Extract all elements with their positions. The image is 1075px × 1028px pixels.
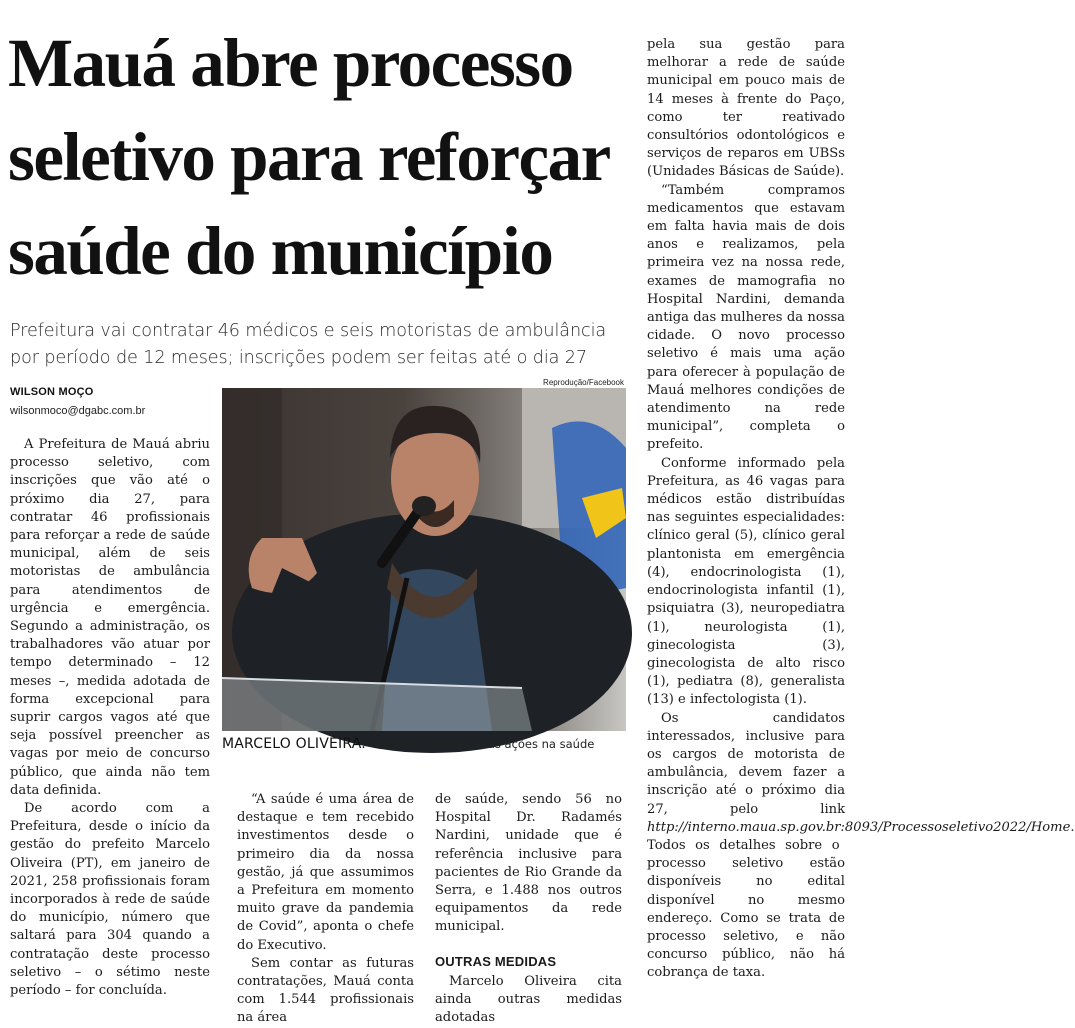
paragraph: “Também compramos medicamentos que estavam em falta havia mais de dois anos e realizamos, pela primeira vez na nossa rede, exames de mamografia no Hospital Nardini, demanda antiga das mulheres da nossa cidade. O novo processo seletivo é mais uma ação para oferecer à população de Mauá melhores condições de atendimento na rede municipal”, completa o prefeito. <box>647 182 845 453</box>
paragraph-text: Os candidatos interessados, inclusive para os cargos de motorista de ambulância, devem fazer a inscrição até o próximo dia 27, pelo link <box>647 710 845 817</box>
byline-email[interactable]: wilsonmoco@dgabc.com.br <box>10 405 146 417</box>
paragraph-text: Todos os detalhes sobre o processo seletivo estão disponíveis no edital disponível no mesmo endereço. Como se trata de processo seletivo, e não concurso público, não há cobrança de taxa. <box>647 837 845 981</box>
subheading: OUTRAS MEDIDAS <box>435 953 557 969</box>
paragraph <box>647 710 1075 983</box>
deck-subtitle: Prefeitura vai contratar 46 médicos e seis motoristas de ambulância por período de 12 meses; inscrições podem ser feitas até o dia 27 <box>10 321 607 368</box>
speaker-photo-illustration <box>222 388 626 731</box>
headline: Mauá abre processo seletivo para reforçar saúde do município <box>8 25 609 289</box>
caption-text: Prefeito aponta outras ações na saúde <box>372 737 595 751</box>
paragraph: A Prefeitura de Mauá abriu processo seletivo, com inscrições que vão até o próximo dia 27, para contratar 46 profissionais para reforçar a rede de saúde municipal, além de seis motoristas de ambulância para atendimentos de urgência e emergência. Segundo a administração, os trabalhadores vão atuar por tempo determinado – 12 meses –, medida adotada de forma excepcional para suprir cargos vagos até que seja possível preencher as vagas por meio de concurso público, que ainda não tem data definida. <box>10 437 210 798</box>
article-column-2 <box>237 791 414 1026</box>
paragraph: Sem contar as futuras contratações, Mauá conta com 1.544 profissionais na área <box>237 955 414 1026</box>
paragraph: “A saúde é uma área de destaque e tem recebido investimentos desde o primeiro dia da nossa gestão, já que assumimos a Prefeitura em momento muito grave da pandemia de Covid”, aponta o chefe do Executivo. <box>237 792 414 953</box>
photo-credit: Reprodução/Facebook <box>543 378 624 387</box>
registration-link[interactable]: http://interno.maua.sp.gov.br:8093/Processoseletivo2022/Home. <box>647 819 1075 835</box>
paragraph: pela sua gestão para melhorar a rede de saúde municipal em pouco mais de 14 meses à frente do Paço, como ter reativado consultórios odontológicos e serviços de reparos em UBSs (Unidades Básicas de Saúde). <box>647 37 845 180</box>
paragraph: De acordo com a Prefeitura, desde o início da gestão do prefeito Marcelo Oliveira (PT), em janeiro de 2021, 258 profissionais foram incorporados à rede de saúde do município, número que saltará para 304 quando a contratação deste processo seletivo – o sétimo neste período – for concluída. <box>10 801 210 999</box>
article-photo <box>222 388 626 731</box>
article-column-3 <box>435 791 622 1026</box>
article-column-1 <box>10 436 210 1004</box>
paragraph: de saúde, sendo 56 no Hospital Dr. Radamés Nardini, unidade que é referência inclusive para pacientes de Rio Grande da Serra, e 1.488 nos outros equipamentos da rede municipal. <box>435 792 622 935</box>
byline-author: WILSON MOÇO <box>10 386 94 398</box>
paragraph: Conforme informado pela Prefeitura, as 46 vagas para médicos estão distribuídas nas seguintes especialidades: clínico geral (5), clínico geral plantonista em emergência (4), endocrinologista (1), endocrinologista infantil (1), psiquiatra (3), neuropediatra (1), neurologista (1), ginecologista (3), ginecologista de alto risco (1), pediatra (8), generalista (13) e infectologista (1). <box>647 455 845 708</box>
caption-name: MARCELO OLIVEIRA. <box>222 736 366 752</box>
paragraph: Marcelo Oliveira cita ainda outras medidas adotadas <box>435 973 622 1026</box>
photo-caption <box>222 736 626 752</box>
article-column-4 <box>647 36 1075 1000</box>
